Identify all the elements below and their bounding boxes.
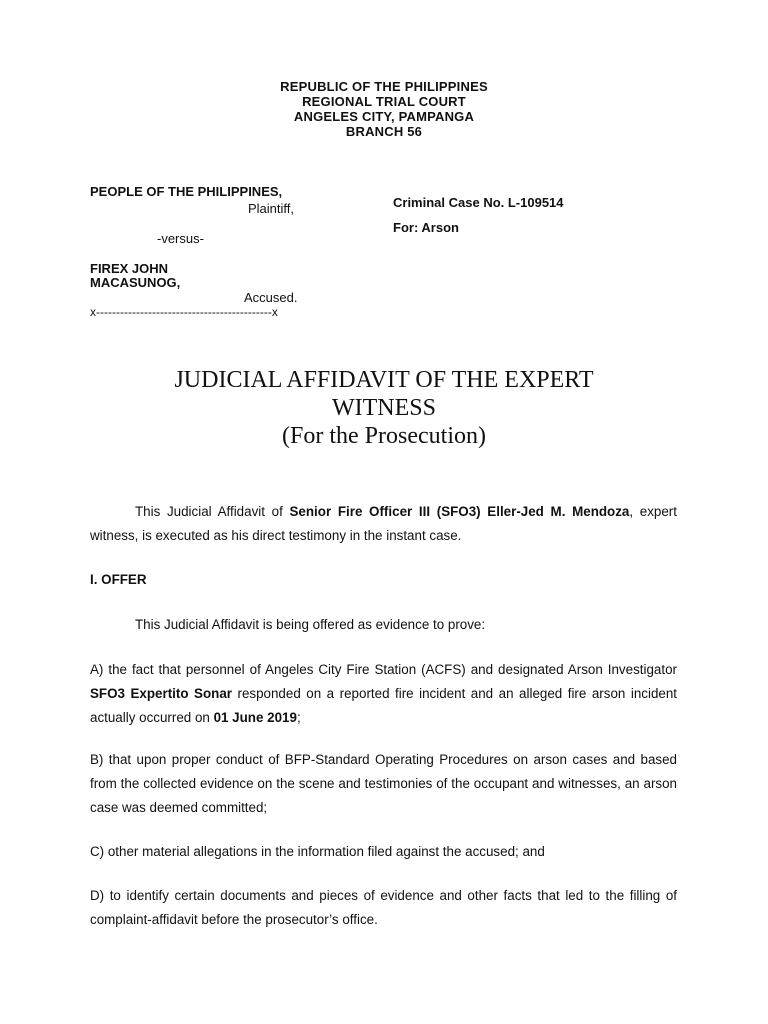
witness-name: Senior Fire Officer III (SFO3) Eller-Jed M. Mendoza — [289, 504, 630, 519]
court-header — [0, 79, 768, 139]
header-city: ANGELES CITY, PAMPANGA — [293, 109, 475, 124]
offer-lead-paragraph: This Judicial Affidavit is being offered as evidence to prove: — [135, 617, 486, 632]
accused-name-line2: MACASUNOG, — [90, 275, 181, 290]
item-a-text-post: ; — [296, 710, 301, 725]
offer-item-a — [90, 658, 677, 730]
title-line2: WITNESS — [332, 395, 436, 421]
offer-item-b: B) that upon proper conduct of BFP-Standard Operating Procedures on arson cases and based from the collected evidence on the scene and testimonies of the occupant and witnesses, an arson case was deemed committed; — [90, 752, 677, 815]
section-heading-offer: I. OFFER — [90, 572, 147, 587]
accused-role: Accused. — [244, 290, 298, 305]
offer-item-c: C) other material allegations in the information filed against the accused; and — [90, 844, 545, 859]
header-republic: REPUBLIC OF THE PHILIPPINES — [280, 79, 488, 94]
item-a-text-mid: responded on a reported fire incident and an alleged fire arson incident actually occurred on — [90, 686, 678, 725]
plaintiff-role: Plaintiff, — [248, 201, 295, 216]
versus-label: -versus- — [157, 231, 204, 246]
header-branch: BRANCH 56 — [345, 124, 423, 139]
title-line3: (For the Prosecution) — [282, 423, 486, 449]
investigator-name: SFO3 Expertito Sonar — [90, 686, 232, 701]
caption-separator: x--------------------------------------------x — [90, 305, 278, 319]
intro-text-post: , expert witness, is executed as his direct testimony in the instant case. — [90, 504, 677, 543]
item-a-text-pre: A) the fact that personnel of Angeles City Fire Station (ACFS) and designated Arson Investigator — [90, 662, 677, 677]
intro-paragraph — [90, 500, 677, 548]
title-line1: JUDICIAL AFFIDAVIT OF THE EXPERT — [174, 367, 594, 393]
accused-name-line1: FIREX JOHN — [90, 261, 169, 276]
document-title — [0, 366, 768, 450]
case-nature: For: Arson — [393, 220, 459, 235]
plaintiff-name: PEOPLE OF THE PHILIPPINES, — [90, 184, 283, 199]
header-court: REGIONAL TRIAL COURT — [302, 94, 466, 109]
offer-item-d: D) to identify certain documents and pieces of evidence and other facts that led to the filling of complaint-affidavit before the prosecutor’s office. — [90, 888, 677, 927]
incident-date: 01 June 2019 — [213, 710, 297, 725]
intro-text-pre: This Judicial Affidavit of — [135, 504, 290, 519]
case-number: Criminal Case No. L-109514 — [393, 195, 564, 210]
